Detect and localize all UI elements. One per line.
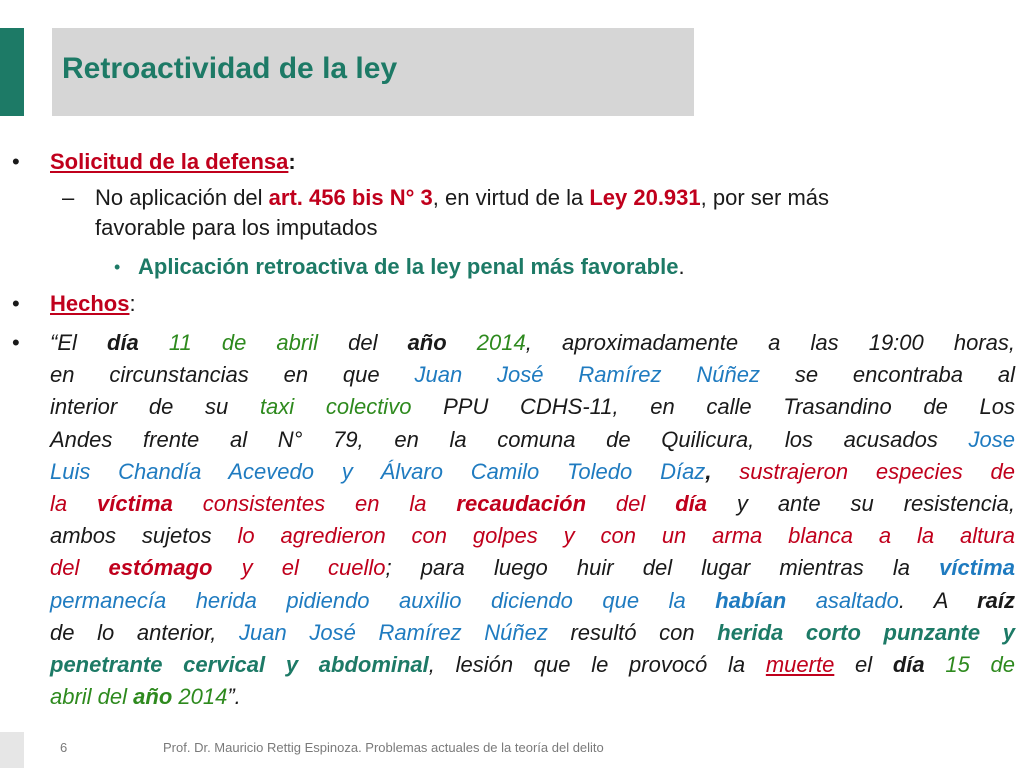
sub-sub-bullet: Aplicación retroactiva de la ley penal más favorable.	[138, 254, 685, 279]
title-accent-bar	[0, 28, 24, 116]
bullet-label: Solicitud de la defensa	[50, 149, 289, 174]
article-ref: art. 456 bis N° 3	[268, 185, 433, 210]
bullet-hechos: Hechos:	[50, 291, 136, 316]
bullet-marker: •	[114, 257, 121, 277]
sub-bullet-line2: favorable para los imputados	[95, 215, 378, 240]
bullet-marker: •	[12, 149, 20, 174]
sub-bullet-line1: No aplicación del art. 456 bis N° 3, en virtud de la Ley 20.931, por ser más	[95, 185, 830, 210]
law-ref: Ley 20.931	[589, 185, 701, 210]
bullet-label: Hechos	[50, 291, 130, 316]
bullet-marker: •	[12, 291, 20, 316]
page-number: 6	[60, 740, 68, 755]
footer-text: Prof. Dr. Mauricio Rettig Espinoza. Problemas actuales de la teoría del delito	[163, 740, 604, 755]
footer-corner-box	[0, 732, 24, 768]
dash-marker: –	[62, 185, 75, 210]
slide-title: Retroactividad de la ley	[62, 52, 398, 85]
bullet-solicitud: Solicitud de la defensa:	[50, 149, 296, 174]
bullet-marker: •	[12, 330, 20, 355]
quote-paragraph: “El día 11 de abril del año 2014, aproximadamente a las 19:00 horas, en circunstancias en que Juan José Ramírez Núñez se encontraba al interior de su taxi colectivo PPU CDHS-11, en calle Trasandino de Los Andes frente al N° 79, en la comuna de Quilicura, los acusados Jose Luis Chandía Acevedo y Álvaro Camilo Toledo Díaz, sustrajeron especies de la víctima consistentes en la recaudación del día y ante su resistencia, ambos sujetos lo agredieron con golpes y con un arma blanca a la altura del estómago y el cuello; para luego huir del lugar mientras la víctima permanecía herida pidiendo auxilio diciendo que la habían asaltado. A raíz de lo anterior, Juan José Ramírez Núñez resultó con herida corto punzante y penetrante cervical y abdominal, lesión que le provocó la muerte el día 15 de abril del año 2014”.	[50, 330, 1016, 710]
